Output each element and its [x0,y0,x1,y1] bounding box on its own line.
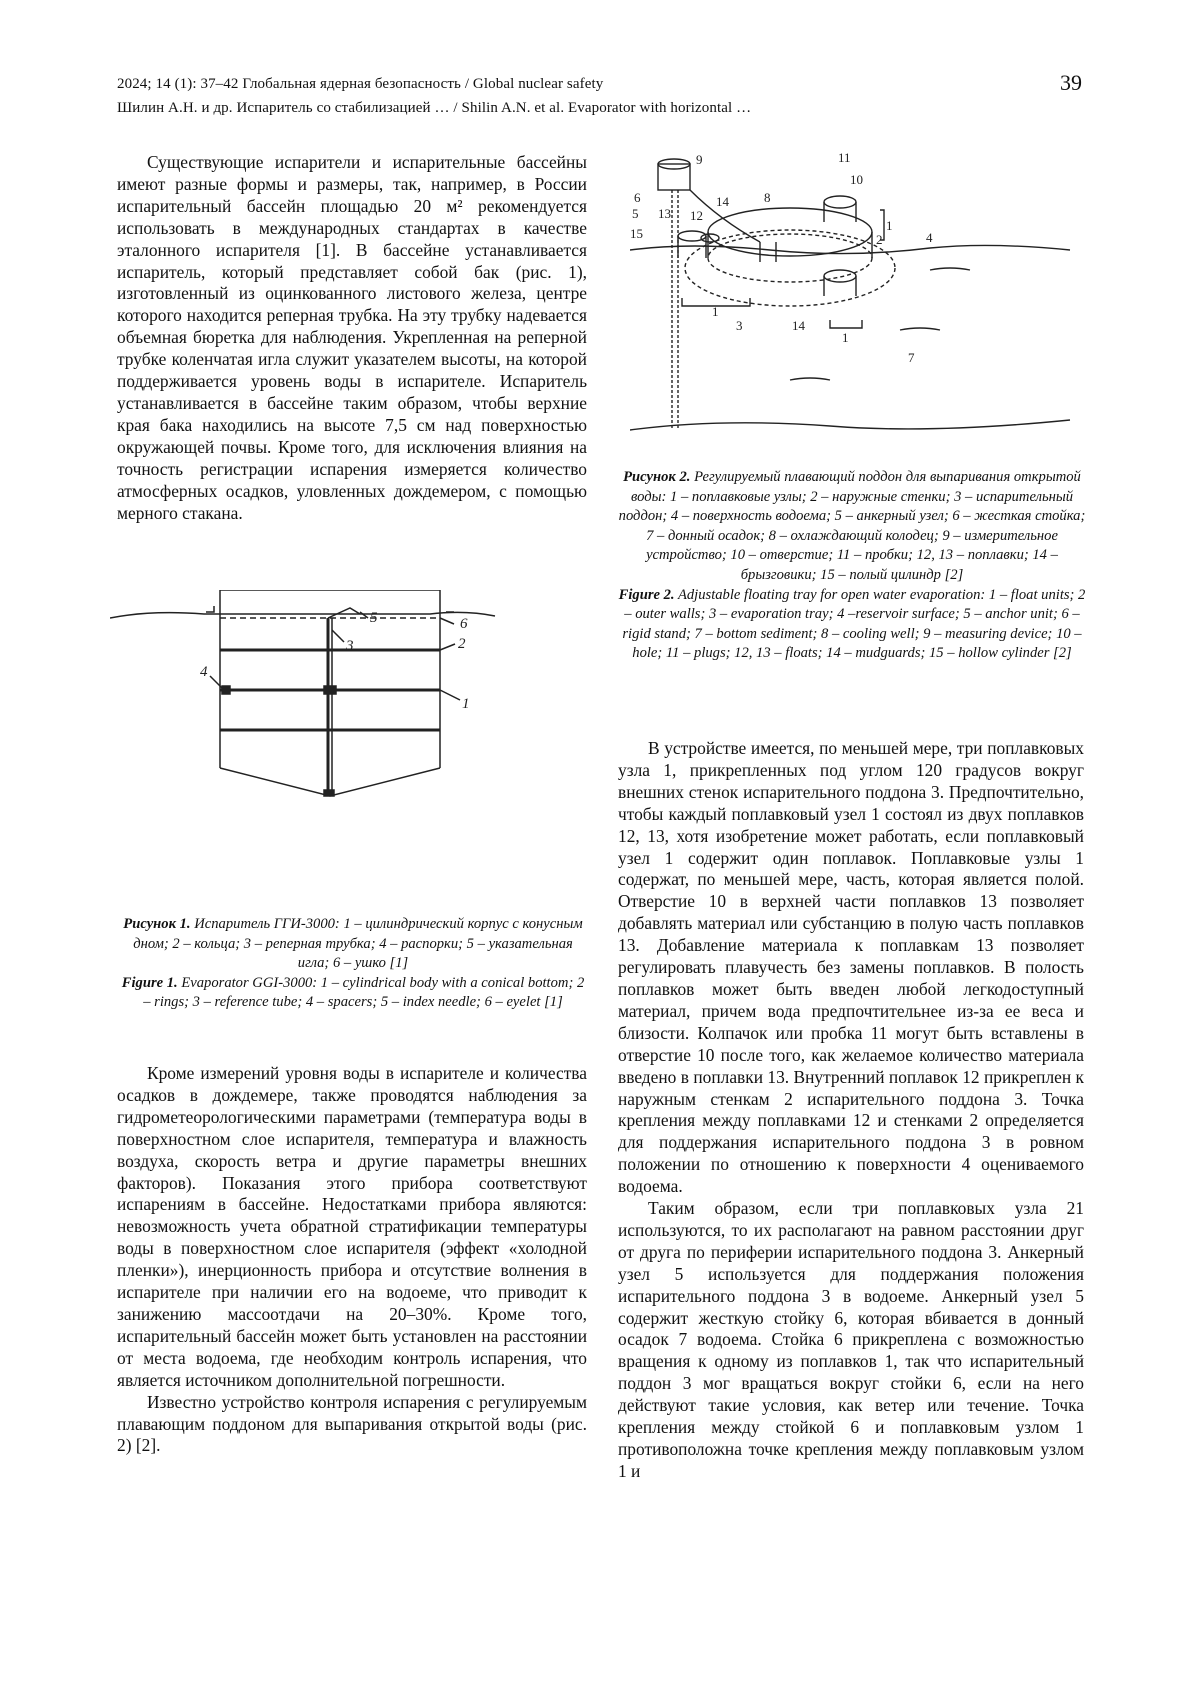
fig2-label-1c: 1 [842,330,849,345]
fig2-label-5: 5 [632,206,639,221]
fig1-label-6: 6 [460,616,468,632]
fig2-caption-en: Adjustable floating tray for open water evaporation: 1 – float units; 2 – outer walls; 3 – evaporation tray; 4 –reservoir surface; 5 – anchor unit; 6 – rigid stand; 7 – bottom sediment; 8 – cooling well; 9 – measuring device; 10 – hole; 11 – plugs; 12, 13 – floats; 14 – mudguards; 15 – hollow cylinder [2] [622,586,1086,662]
paragraph: Таким образом, если три поплавковых узла 21 используются, то их располагают на равном расстоянии друг от друга по периферии испарительного поддона 3. Анкерный узел 5 используется для поддержания положения испарительного поддона 3 в водоеме. Анкерный узел 5 содержит жесткую стойку 6, которая вбивается в донный осадок 7 водоема. Стойка 6 прикреплена с возможностью вращения к одному из поплавков 1, так что испарительный поддон 3 мог вращаться вокруг стойки 6, если на него действуют такие условия, как ветер или течение. Точка крепления между стойкой 6 и поплавковым узлом 1 противоположна точке крепления между поплавковым узлом 1 и [618,1198,1084,1481]
fig2-label-10: 10 [850,172,863,187]
fig2-label-1: 1 [886,218,893,233]
fig1-caption-ru-label: Рисунок 1. [123,916,191,932]
left-column-bottom [117,1063,587,1457]
fig1-caption-en-label: Figure 1. [121,974,178,991]
figure-2-caption [618,468,1086,664]
fig2-label-14: 14 [716,194,729,209]
fig2-label-12: 12 [690,208,703,223]
fig2-label-8: 8 [764,190,771,205]
paragraph: Кроме измерений уровня воды в испарителе и количества осадков в дождемере, также проводятся наблюдения за гидрометеорологическими параметрами (температура воды в поверхностном слое испарителя, температура и влажность воздуха, скорость ветра и другие параметры внешних факторов). Показания этого прибора соответствуют испарениям в бассейне. Недостатками прибора являются: невозможность учета обратной стратификации температуры воды в поверхностном слое испарителя (эффект «холодной пленки»), инерционность прибора и отсутствие волнения в испарителе при наличии его на водоеме, что приводит к занижению массоотдачи на 20–30%. Кроме того, испарительный бассейн может быть установлен на расстоянии от места водоема, где необходим контроль испарения, что является источником дополнительной погрешности. [117,1063,587,1390]
right-column-text [618,738,1084,1483]
fig2-label-7: 7 [908,350,915,365]
fig2-label-3: 3 [736,318,743,333]
fig2-label-2: 2 [876,232,883,247]
fig2-label-14b: 14 [792,318,805,333]
fig2-label-11: 11 [838,150,851,165]
paragraph: Существующие испарители и испарительные бассейны имеют разные формы и размеры, так, например, в России испарительный бассейн площадью 20 м² рекомендуется использовать в международных стандартах в качестве эталонного испарителя [1]. В бассейне устанавливается испаритель, который представляет собой бак (рис. 1), изготовленный из оцинкованного листового железа, центре которого находится реперная трубка. На эту трубку надевается объемная бюретка для наблюдения. Укрепленная на реперной трубке коленчатая игла служит указателем высоты, на которой поддерживается уровень воды в испарителе. Испаритель устанавливается в бассейне таким образом, чтобы верхние края бака находились на высоте 7,5 см над поверхностью окружающей почвы. Кроме того, для исключения влияния на точность регистрации испарения измеряется количество атмосферных осадков, уловленных дождемером, с помощью мерного стакана. [117,152,587,523]
fig2-label-15: 15 [630,226,643,241]
fig1-label-2: 2 [458,636,466,652]
fig1-caption-en: Evaporator GGI-3000: 1 – cylindrical body with a conical bottom; 2 – rings; 3 – reference tube; 4 – spacers; 5 – index needle; 6 – eyelet [1] [143,974,585,1011]
fig2-label-6: 6 [634,190,641,205]
figure-1-caption [117,915,589,1013]
fig1-label-1: 1 [462,696,470,712]
fig1-label-5: 5 [370,610,378,626]
figure-2-floating-tray-drawing [630,150,1080,450]
fig1-caption-ru: Испаритель ГГИ-3000: 1 – цилиндрический корпус с конусным дном; 2 – кольца; 3 – реперная трубка; 4 – распорки; 5 – указательная игла; 6 – ушко [1] [133,916,583,972]
fig1-label-4: 4 [200,664,208,680]
fig1-label-3: 3 [346,638,354,654]
fig2-caption-ru-label: Рисунок 2. [623,469,691,485]
running-header-article: Шилин А.Н. и др. Испаритель со стабилизацией … / Shilin A.N. et al. Evaporator with horizontal … [117,100,752,116]
fig2-label-1b: 1 [712,304,719,319]
fig2-label-4: 4 [926,230,933,245]
fig2-label-9: 9 [696,152,703,167]
running-header-journal: 2024; 14 (1): 37–42 Глобальная ядерная безопасность / Global nuclear safety [117,76,604,92]
fig2-caption-en-label: Figure 2. [618,586,675,603]
figure-1-drawing-lines [110,590,500,820]
paragraph: В устройстве имеется, по меньшей мере, три поплавковых узла 1, прикрепленных под углом 120 градусов вокруг внешних стенок испарительного поддона 3. Предпочтительно, чтобы каждый поплавковый узел 1 состоял из двух поплавков 12, 13, хотя изобретение может работать, если поплавковый узел 1 содержит один поплавок. Поплавковые узлы 1 содержат, по меньшей мере, часть, которая является полой. Отверстие 10 в верхней части поплавков 13 позволяет добавлять материал или субстанцию в полую часть поплавков 13. Добавление материала к поплавкам 13 позволяет регулировать плавучесть без замены поплавков. В полость поплавков может быть введен любой легкодоступный материал, причем вода предпочтительнее из-за ее веса и близости. Колпачок или пробка 11 могут быть вставлены в отверстие 10 после того, как желаемое количество материала введено в поплавки 13. Внутренний поплавок 12 прикреплен к наружным стенкам 2 испарительного поддона 3. Точка крепления между поплавками 12 и стенками 2 определяется для поддержания испарительного поддона 3 в ровном положении по отношению к поверхности 4 оцениваемого водоема. [618,738,1084,1197]
page-number: 39 [1060,70,1082,95]
paragraph: Известно устройство контроля испарения с регулируемым плавающим поддоном для выпаривания открытой воды (рис. 2) [2]. [117,1391,587,1456]
fig2-label-13: 13 [658,206,671,221]
fig2-caption-ru: Регулируемый плавающий поддон для выпаривания открытой воды: 1 – поплавковые узлы; 2 – наружные стенки; 3 – испарительный поддон; 4 – поверхность водоема; 5 – анкерный узел; 6 – жесткая стойка; 7 – донный осадок; 8 – охлаждающий колодец; 9 – измерительное устройство; 10 – отверстие; 11 – пробки; 12, 13 – поплавки; 14 – брызговики; 15 – полый цилиндр [2] [618,469,1086,583]
left-column-top [117,152,587,524]
